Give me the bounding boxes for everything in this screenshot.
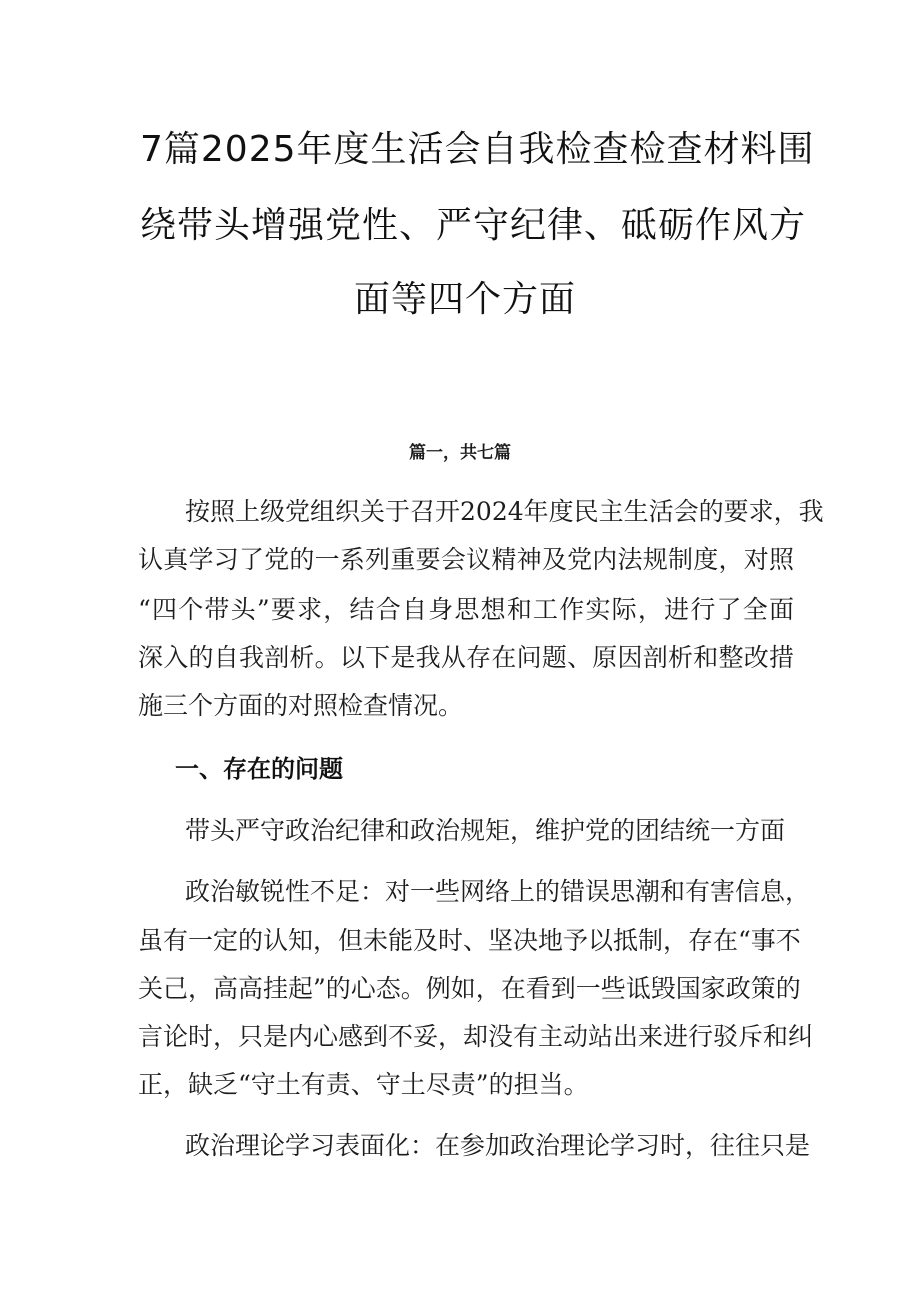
intro-line-4: 深入的自我剖析。以下是我从存在问题、原因剖析和整改措	[138, 643, 794, 672]
para2-line-1: 政治理论学习表面化：在参加政治理论学习时，往往只是	[185, 1131, 811, 1160]
intro-line-2: 认真学习了党的一系列重要会议精神及党内法规制度，对照	[138, 545, 794, 574]
document-subtitle: 篇一，共七篇	[409, 443, 511, 463]
para1-line-1: 政治敏锐性不足：对一些网络上的错误思潮和有害信息，	[185, 877, 811, 906]
para1-line-4: 言论时，只是内心感到不妥，却没有主动站出来进行驳斥和纠	[138, 1022, 814, 1051]
document-title-line-2: 绕带头增强党性、严守纪律、砥砺作风方	[140, 205, 807, 246]
para1-line-5: 正，缺乏“守土有责、守土尽责”的担当。	[138, 1070, 589, 1099]
document-title-line-1: 7篇2025年度生活会自我检查检查材料围	[140, 129, 815, 170]
intro-line-3: “四个带头”要求，结合自身思想和工作实际，进行了全面	[138, 595, 794, 624]
para1-line-3: 关己，高高挂起”的心态。例如，在看到一些诋毁国家政策的	[138, 974, 801, 1003]
intro-line-1: 按照上级党组织关于召开2024年度民主生活会的要求，我	[185, 497, 824, 526]
document-title-line-3: 面等四个方面	[353, 279, 576, 320]
intro-line-5: 施三个方面的对照检查情况。	[138, 691, 464, 720]
para1-line-2: 虽有一定的认知，但未能及时、坚决地予以抵制，存在“事不	[138, 926, 801, 955]
subsection-line: 带头严守政治纪律和政治规矩，维护党的团结统一方面	[185, 816, 786, 845]
section-heading: 一、存在的问题	[175, 755, 343, 783]
